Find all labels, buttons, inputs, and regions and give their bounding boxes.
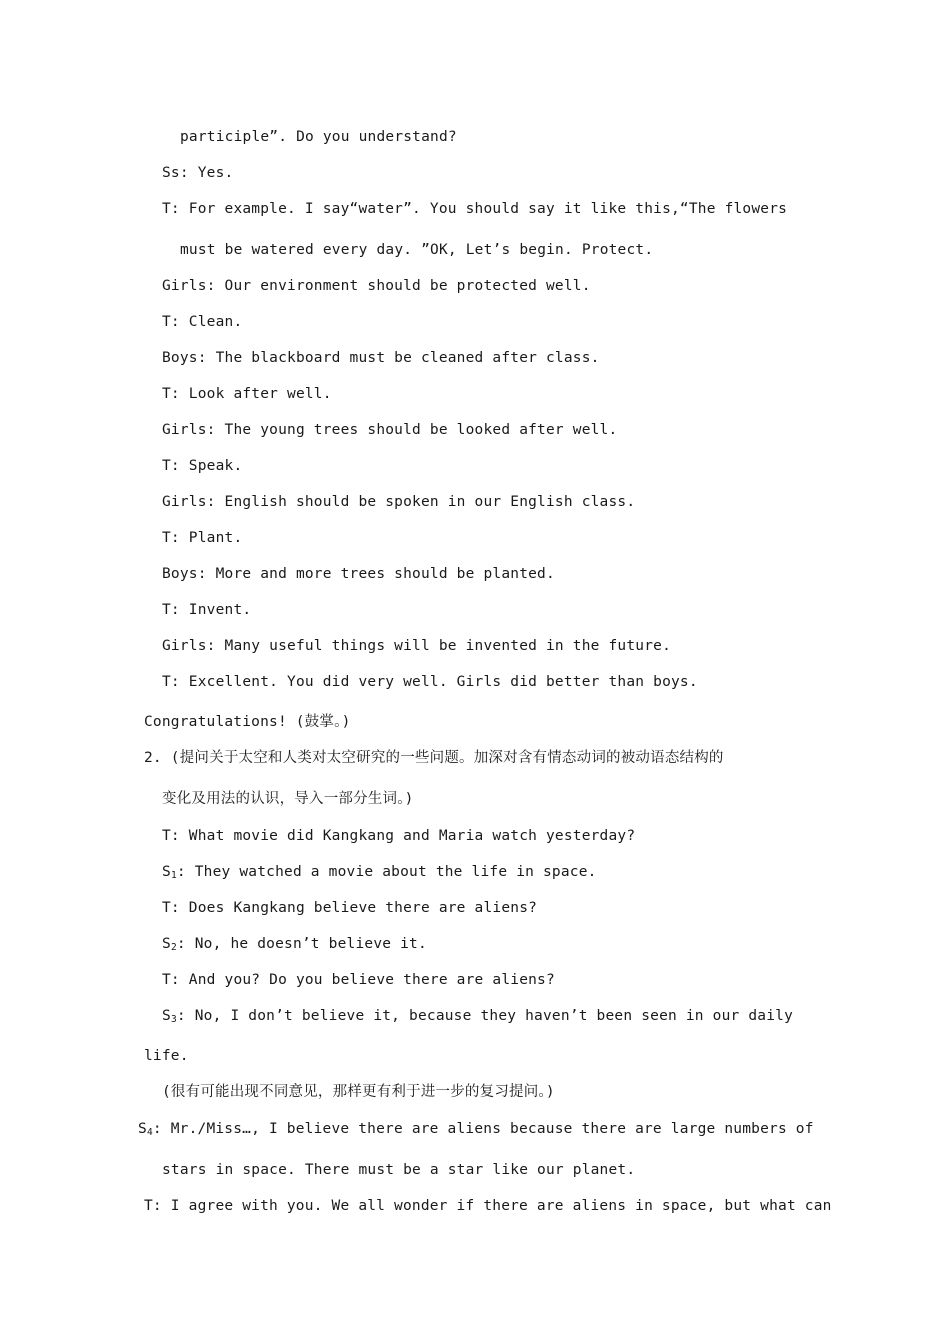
text-line: T: What movie did Kangkang and Maria watch yesterday? (162, 828, 636, 844)
speaker-label: S (162, 864, 171, 880)
text-line: T: Look after well. (162, 386, 332, 402)
speaker-subscript: 3 (170, 1014, 177, 1025)
text-line: T: Does Kangkang believe there are aliens? (162, 900, 538, 916)
text-line: stars in space. There must be a star like our planet. (162, 1162, 636, 1178)
text-line: Girls: Our environment should be protected well. (162, 278, 591, 294)
text-line: life. (144, 1048, 189, 1064)
text-line: Girls: Many useful things will be invented in the future. (162, 638, 671, 654)
text-line: Boys: More and more trees should be planted. (162, 566, 555, 582)
text-line (162, 862, 597, 886)
text-line: Boys: The blackboard must be cleaned after class. (162, 350, 600, 366)
text-line (138, 1119, 814, 1143)
speaker-subscript: 2 (170, 942, 177, 953)
line-text: : No, I don’t believe it, because they haven’t been seen in our daily (176, 1008, 794, 1024)
text-line: T: For example. I say“water”. You should say it like this,“The flowers (162, 201, 788, 217)
text-line: T: Speak. (162, 458, 243, 474)
line-text: : Mr./Miss…, I believe there are aliens because there are large numbers of (152, 1121, 814, 1137)
speaker-label: S (162, 936, 171, 952)
text-line: T: Clean. (162, 314, 243, 330)
text-line (162, 934, 427, 958)
text-line: participle”. Do you understand? (180, 129, 457, 145)
line-text: : They watched a movie about the life in space. (176, 864, 597, 880)
text-line: T: Invent. (162, 602, 252, 618)
text-line: 变化及用法的认识，导入一部分生词。) (162, 791, 414, 807)
text-line: (很有可能出现不同意见，那样更有利于进一步的复习提问。) (162, 1084, 555, 1100)
text-line: T: Excellent. You did very well. Girls did better than boys. (162, 674, 698, 690)
text-line: T: Plant. (162, 530, 243, 546)
text-line: T: I agree with you. We all wonder if there are aliens in space, but what can (144, 1198, 832, 1214)
text-line: must be watered every day. ”OK, Let’s begin. Protect. (180, 242, 654, 258)
speaker-label: S (162, 1008, 171, 1024)
text-line: Girls: English should be spoken in our English class. (162, 494, 636, 510)
speaker-label: S (138, 1121, 147, 1137)
text-line: T: And you? Do you believe there are aliens? (162, 972, 555, 988)
line-text: : No, he doesn’t believe it. (176, 936, 427, 952)
text-line (162, 1006, 793, 1030)
text-line: Congratulations! (鼓掌。) (144, 714, 351, 730)
speaker-subscript: 4 (146, 1127, 153, 1138)
speaker-subscript: 1 (170, 870, 177, 881)
text-line: Ss: Yes. (162, 165, 234, 181)
text-line: 2. (提问关于太空和人类对太空研究的一些问题。加深对含有情态动词的被动语态结构的 (144, 750, 724, 766)
text-line: Girls: The young trees should be looked after well. (162, 422, 618, 438)
